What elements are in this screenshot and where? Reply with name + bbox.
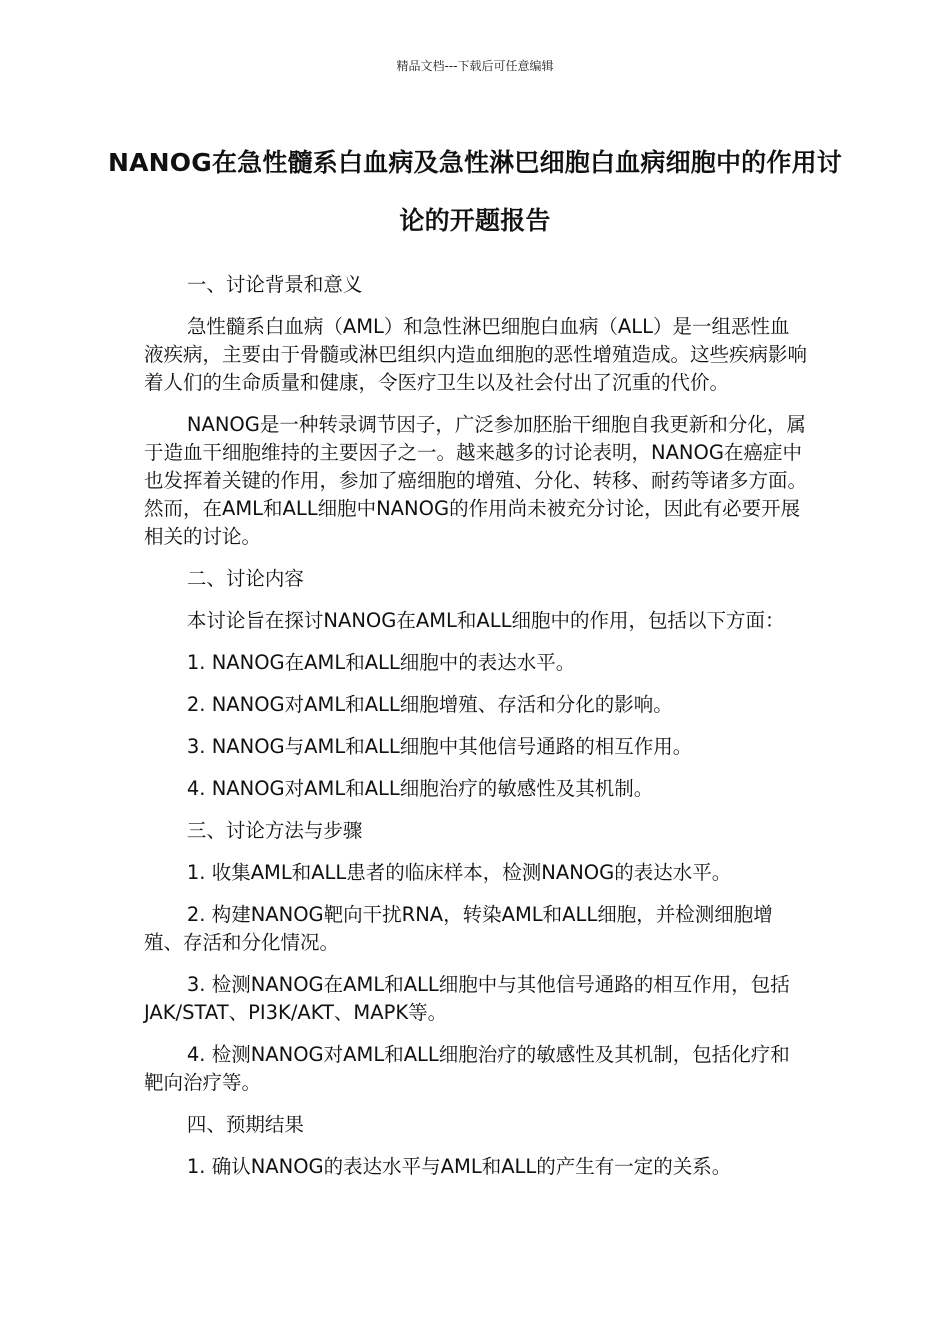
section-heading-expected-results: 四、预期结果 (186, 1113, 304, 1136)
list-item: 1. NANOG在AML和ALL细胞中的表达水平。 (186, 651, 576, 674)
document-body (144, 271, 808, 1195)
list-item: 2. NANOG对AML和ALL细胞增殖、存活和分化的影响。 (186, 693, 673, 716)
list-item: 3. 检测NANOG在AML和ALL细胞中与其他信号通路的相互作用，包括JAK/STAT、PI3K/AKT、MAPK等。 (144, 973, 790, 1024)
list-item: 2. 构建NANOG靶向干扰RNA，转染AML和ALL细胞，并检测细胞增殖、存活和分化情况。 (144, 903, 773, 954)
document-title: NANOG在急性髓系白血病及急性淋巴细胞白血病细胞中的作用讨论的开题报告 (108, 148, 842, 235)
paragraph: 急性髓系白血病（AML）和急性淋巴细胞白血病（ALL）是一组恶性血液疾病，主要由于骨髓或淋巴组织内造血细胞的恶性增殖造成。这些疾病影响着人们的生命质量和健康，令医疗卫生以及社会付出了沉重的代价。 (144, 315, 808, 394)
list-item: 3. NANOG与AML和ALL细胞中其他信号通路的相互作用。 (186, 735, 693, 758)
section-heading-content: 二、讨论内容 (186, 567, 304, 590)
section-heading-methods: 三、讨论方法与步骤 (186, 819, 363, 842)
paragraph: NANOG是一种转录调节因子，广泛参加胚胎干细胞自我更新和分化，属于造血干细胞维持的主要因子之一。越来越多的讨论表明，NANOG在癌症中也发挥着关键的作用，参加了癌细胞的增殖、分化、转移、耐药等诸多方面。然而，在AML和ALL细胞中NANOG的作用尚未被充分讨论，因此有必要开展相关的讨论。 (144, 413, 808, 548)
section-heading-background: 一、讨论背景和意义 (186, 273, 363, 296)
paragraph: 本讨论旨在探讨NANOG在AML和ALL细胞中的作用，包括以下方面： (186, 609, 785, 632)
list-item: 1. 收集AML和ALL患者的临床样本，检测NANOG的表达水平。 (186, 861, 732, 884)
list-item: 1. 确认NANOG的表达水平与AML和ALL的产生有一定的关系。 (186, 1155, 732, 1178)
page-header: 精品文档---下载后可任意编辑 (396, 59, 554, 73)
list-item: 4. 检测NANOG对AML和ALL细胞治疗的敏感性及其机制，包括化疗和靶向治疗等。 (144, 1043, 790, 1094)
list-item: 4. NANOG对AML和ALL细胞治疗的敏感性及其机制。 (186, 777, 654, 800)
